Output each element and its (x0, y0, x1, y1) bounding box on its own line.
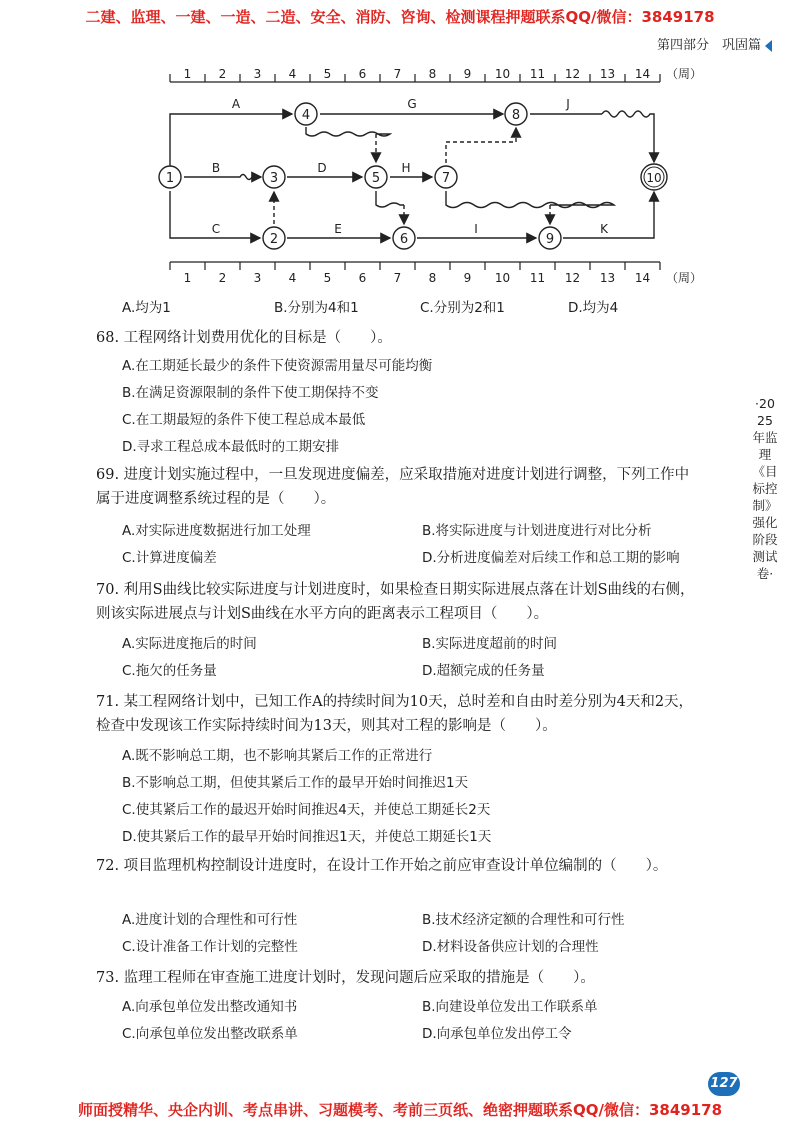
bottom-scale-label: 9 (463, 271, 472, 285)
top-scale-label: 1 (183, 67, 192, 81)
header-banner: 二建、监理、一建、一造、二造、安全、消防、咨询、检测课程押题联系QQ/微信：3849178 (85, 8, 715, 26)
q71-stem: 71. 某工程网络计划中，已知工作A的持续时间为10天，总时差和自由时差分别为4天和2天，检查中发现该工作实际持续时间为13天，则其对工程的影响是（ ）。 (96, 694, 694, 734)
node-9 (539, 227, 561, 249)
q69-option-a: A.对实际进度数据进行加工处理 (122, 523, 311, 539)
q70-option-a: A.实际进度拖后的时间 (122, 636, 257, 652)
node-8 (505, 103, 527, 125)
q71-option-a: A.既不影响总工期，也不影响其紧后工作的正常进行 (122, 748, 433, 764)
bottom-scale-label: 8 (428, 271, 437, 285)
q69-option-b: B.将实际进度与计划进度进行对比分析 (422, 523, 652, 539)
side-vertical-title: ·2025年监理《目标控制》强化阶段测试卷· (752, 396, 778, 581)
top-scale-label: 8 (428, 67, 437, 81)
svg-text:7: 7 (441, 171, 451, 186)
q72-option-c: C.设计准备工作计划的完整性 (122, 939, 298, 955)
q72-stem: 72. 项目监理机构控制设计进度时，在设计工作开始之前应审查设计单位编制的（ ）。 (96, 858, 668, 874)
q71-option-d: D.使其紧后工作的最早开始时间推迟1天，并使总工期延长1天 (122, 829, 492, 845)
q72-option-d: D.材料设备供应计划的合理性 (422, 939, 599, 955)
bottom-scale-label: 7 (393, 271, 402, 285)
top-scale-label: 7 (393, 67, 402, 81)
label-c: C (211, 222, 221, 236)
node-2 (263, 227, 285, 249)
q68-option-a: A.在工期延长最少的条件下使资源需用量尽可能均衡 (122, 358, 433, 374)
top-scale-label: 2 (218, 67, 227, 81)
bottom-scale-label: 2 (218, 271, 227, 285)
wavy-7-9 (446, 191, 614, 208)
q69-stem: 69. 进度计划实施过程中，一旦发现进度偏差，应采取措施对进度计划进行调整，下列工作中属于进度调整系统过程的是（ ）。 (96, 467, 690, 507)
top-scale-label: 5 (323, 67, 332, 81)
wavy-4-5 (306, 127, 390, 136)
node-3 (263, 166, 285, 188)
footer-banner: 师面授精华、央企内训、考点串讲、习题模考、考前三页纸、绝密押题联系QQ/微信：3849178 (77, 1101, 723, 1119)
q69-option-d: D.分析进度偏差对后续工作和总工期的影响 (422, 550, 680, 566)
node-7 (435, 166, 457, 188)
q68-option-c: C.在工期最短的条件下使工程总成本最低 (122, 412, 366, 428)
q73-option-b: B.向建设单位发出工作联系单 (422, 999, 598, 1015)
svg-text:3: 3 (269, 171, 279, 186)
bottom-scale-unit: （周） (666, 271, 703, 285)
section-arrow-icon (765, 40, 772, 52)
svg-text:8: 8 (511, 108, 521, 123)
bottom-scale-label: 1 (183, 271, 192, 285)
bottom-scale-label: 5 (323, 271, 332, 285)
q70-stem: 70. 利用S曲线比较实际进度与计划进度时，如果检查日期实际进展点落在计划S曲线的右侧，则该实际进展点与计划S曲线在水平方向的距离表示工程项目（ ）。 (96, 582, 695, 622)
top-scale-label: 4 (288, 67, 297, 81)
bottom-scale-label: 13 (599, 271, 616, 285)
top-scale-label: 12 (564, 67, 581, 81)
bottom-scale-label: 12 (564, 271, 581, 285)
activity-j-freefloat (602, 111, 654, 162)
q69-option-c: C.计算进度偏差 (122, 550, 217, 566)
top-scale-label: 14 (634, 67, 651, 81)
top-scale-label: 9 (463, 67, 472, 81)
label-i: I (474, 222, 478, 236)
bottom-scale-label: 10 (494, 271, 511, 285)
section-tag-label: 第四部分 巩固篇 (656, 38, 761, 53)
svg-text:4: 4 (301, 108, 311, 123)
q67-option-b: B.分别为4和1 (274, 300, 359, 316)
top-scale-label: 6 (358, 67, 367, 81)
q71-option-c: C.使其紧后工作的最迟开始时间推迟4天，并使总工期延长2天 (122, 802, 491, 818)
label-a: A (231, 97, 241, 111)
top-scale-unit: （周） (666, 67, 703, 81)
label-b: B (211, 161, 221, 175)
label-d: D (317, 161, 327, 175)
q67-option-a: A.均为1 (122, 300, 171, 316)
q68-option-d: D.寻求工程总成本最低时的工期安排 (122, 439, 340, 455)
q73-stem: 73. 监理工程师在审查施工进度计划时，发现问题后应采取的措施是（ ）。 (96, 970, 595, 986)
bottom-scale-label: 11 (529, 271, 546, 285)
q70-option-b: B.实际进度超前的时间 (422, 636, 558, 652)
wavy-5-6 (376, 191, 404, 207)
activity-b-arrow (184, 175, 261, 180)
label-e: E (334, 222, 342, 236)
q73-option-c: C.向承包单位发出整改联系单 (122, 1026, 298, 1042)
top-scale-label: 3 (253, 67, 262, 81)
node-4 (295, 103, 317, 125)
svg-text:1: 1 (165, 171, 175, 186)
q67-option-c: C.分别为2和1 (420, 300, 505, 316)
top-scale-label: 13 (599, 67, 616, 81)
q73-option-d: D.向承包单位发出停工令 (422, 1026, 572, 1042)
label-j: J (566, 97, 570, 111)
top-scale-label: 11 (529, 67, 546, 81)
activity-k-arrow (563, 192, 654, 238)
q70-option-d: D.超额完成的任务量 (422, 663, 545, 679)
svg-text:2: 2 (269, 232, 279, 247)
top-scale-label: 10 (494, 67, 511, 81)
dummy-7-8 (446, 128, 516, 163)
bottom-scale-label: 6 (358, 271, 367, 285)
q71-option-b: B.不影响总工期，但使其紧后工作的最早开始时间推迟1天 (122, 775, 469, 791)
bottom-scale-label: 3 (253, 271, 262, 285)
node-5 (365, 166, 387, 188)
q72-option-a: A.进度计划的合理性和可行性 (122, 912, 298, 928)
svg-text:5: 5 (371, 171, 381, 186)
node-10 (641, 164, 667, 190)
q70-option-c: C.拖欠的任务量 (122, 663, 217, 679)
svg-text:9: 9 (545, 232, 555, 247)
q72-option-b: B.技术经济定额的合理性和可行性 (422, 912, 625, 928)
network-diagram (150, 62, 710, 294)
q67-option-d: D.均为4 (568, 300, 619, 316)
bottom-scale-label: 4 (288, 271, 297, 285)
bottom-scale-label: 14 (634, 271, 651, 285)
node-6 (393, 227, 415, 249)
svg-text:10: 10 (646, 171, 662, 185)
page-number: 127 (708, 1072, 740, 1096)
q68-option-b: B.在满足资源限制的条件下使工期保持不变 (122, 385, 379, 401)
time-scale-top (170, 67, 702, 82)
label-h: H (401, 161, 411, 175)
node-1 (159, 166, 181, 188)
q68-stem: 68. 工程网络计划费用优化的目标是（ ）。 (96, 330, 392, 346)
time-scale-bottom (170, 262, 702, 285)
svg-text:6: 6 (399, 232, 409, 247)
label-g: G (407, 97, 417, 111)
label-k: K (600, 222, 608, 236)
section-tag (657, 34, 772, 53)
q73-option-a: A.向承包单位发出整改通知书 (122, 999, 298, 1015)
